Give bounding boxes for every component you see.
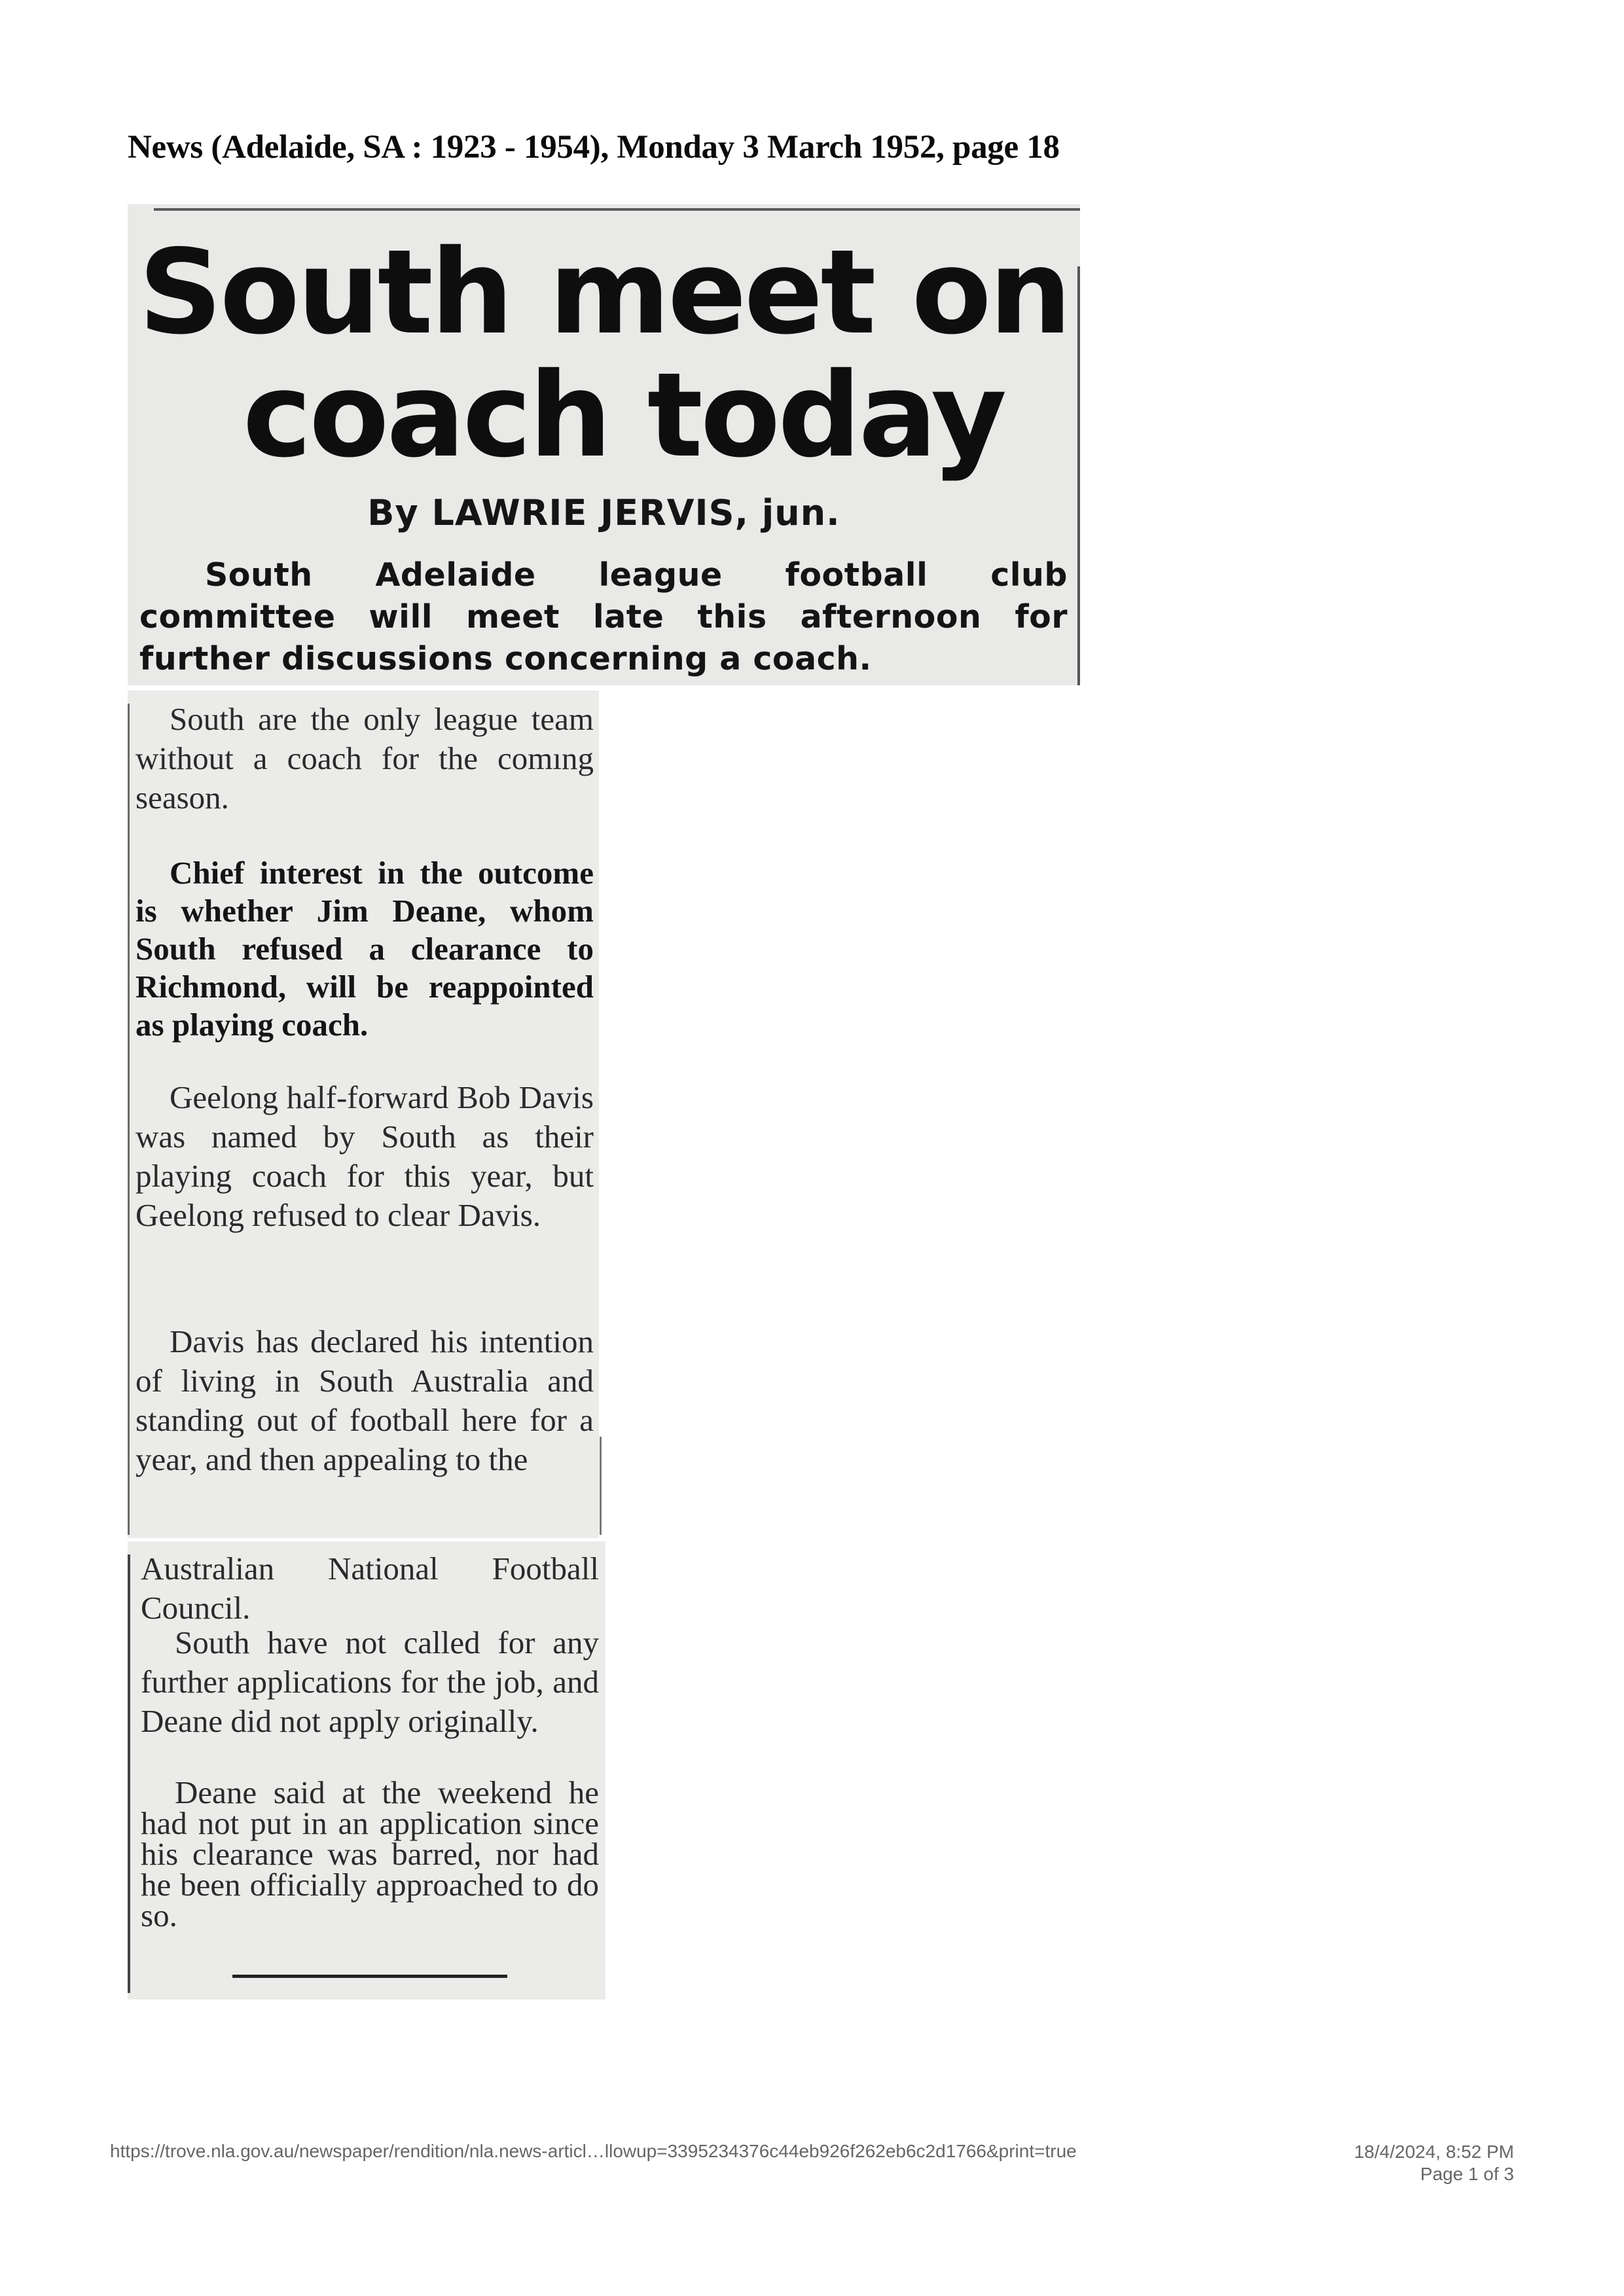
- footer-datetime: 18/4/2024, 8:52 PM: [1354, 2142, 1514, 2162]
- article-citation: News (Adelaide, SA : 1923 - 1954), Monday 3 March 1952, page 18: [128, 129, 1060, 166]
- paragraph: Australian National Football Council.: [141, 1551, 599, 1626]
- article-column-1: [128, 691, 599, 1538]
- column-right-rule: [600, 1437, 602, 1535]
- footer-meta: [1354, 2141, 1514, 2185]
- end-rule: [232, 1975, 507, 1978]
- paragraph: Davis has declared his intention of living in South Australia and standing out of football here for a year, and then appealing to the: [135, 1323, 594, 1477]
- column-left-rule: [128, 1554, 130, 1993]
- headline-line-2: coach today: [242, 348, 1005, 483]
- column-left-rule: [128, 704, 130, 1535]
- paragraph: Chief interest in the outcome is whether Jim Deane, whom South refused a clearance to Richmond, will be reappointed as playing coach.: [135, 855, 594, 1043]
- paragraph: South have not called for any further applications for the job, and Deane did not apply originally.: [141, 1624, 599, 1739]
- byline: By LAWRIE JERVIS, jun.: [367, 492, 840, 533]
- top-rule: [154, 208, 1080, 211]
- standfirst-text: South Adelaide league football club committee will meet late this afternoon for further discussions concerning a coach.: [139, 556, 1068, 677]
- headline-block: [128, 204, 1080, 685]
- headline-line-1: South meet on: [138, 224, 1070, 360]
- article-column-2: [128, 1541, 605, 2000]
- standfirst: [139, 554, 1068, 680]
- footer-url: https://trove.nla.gov.au/newspaper/rendition/nla.news-articl…llowup=3395234376c44eb926f262eb6c2d1766&print=true: [110, 2141, 1077, 2161]
- footer-page-number: Page 1 of 3: [1420, 2164, 1514, 2184]
- paragraph: South are the only league team without a coach for the comıng season.: [135, 701, 594, 816]
- paragraph: Geelong half-forward Bob Davis was named by South as their playing coach for this year, but Geelong refused to clear Davis.: [135, 1079, 594, 1233]
- paragraph: Deane said at the weekend he had not put in an application since his clearance was barred, nor had he been officially approached to do so.: [141, 1774, 599, 1933]
